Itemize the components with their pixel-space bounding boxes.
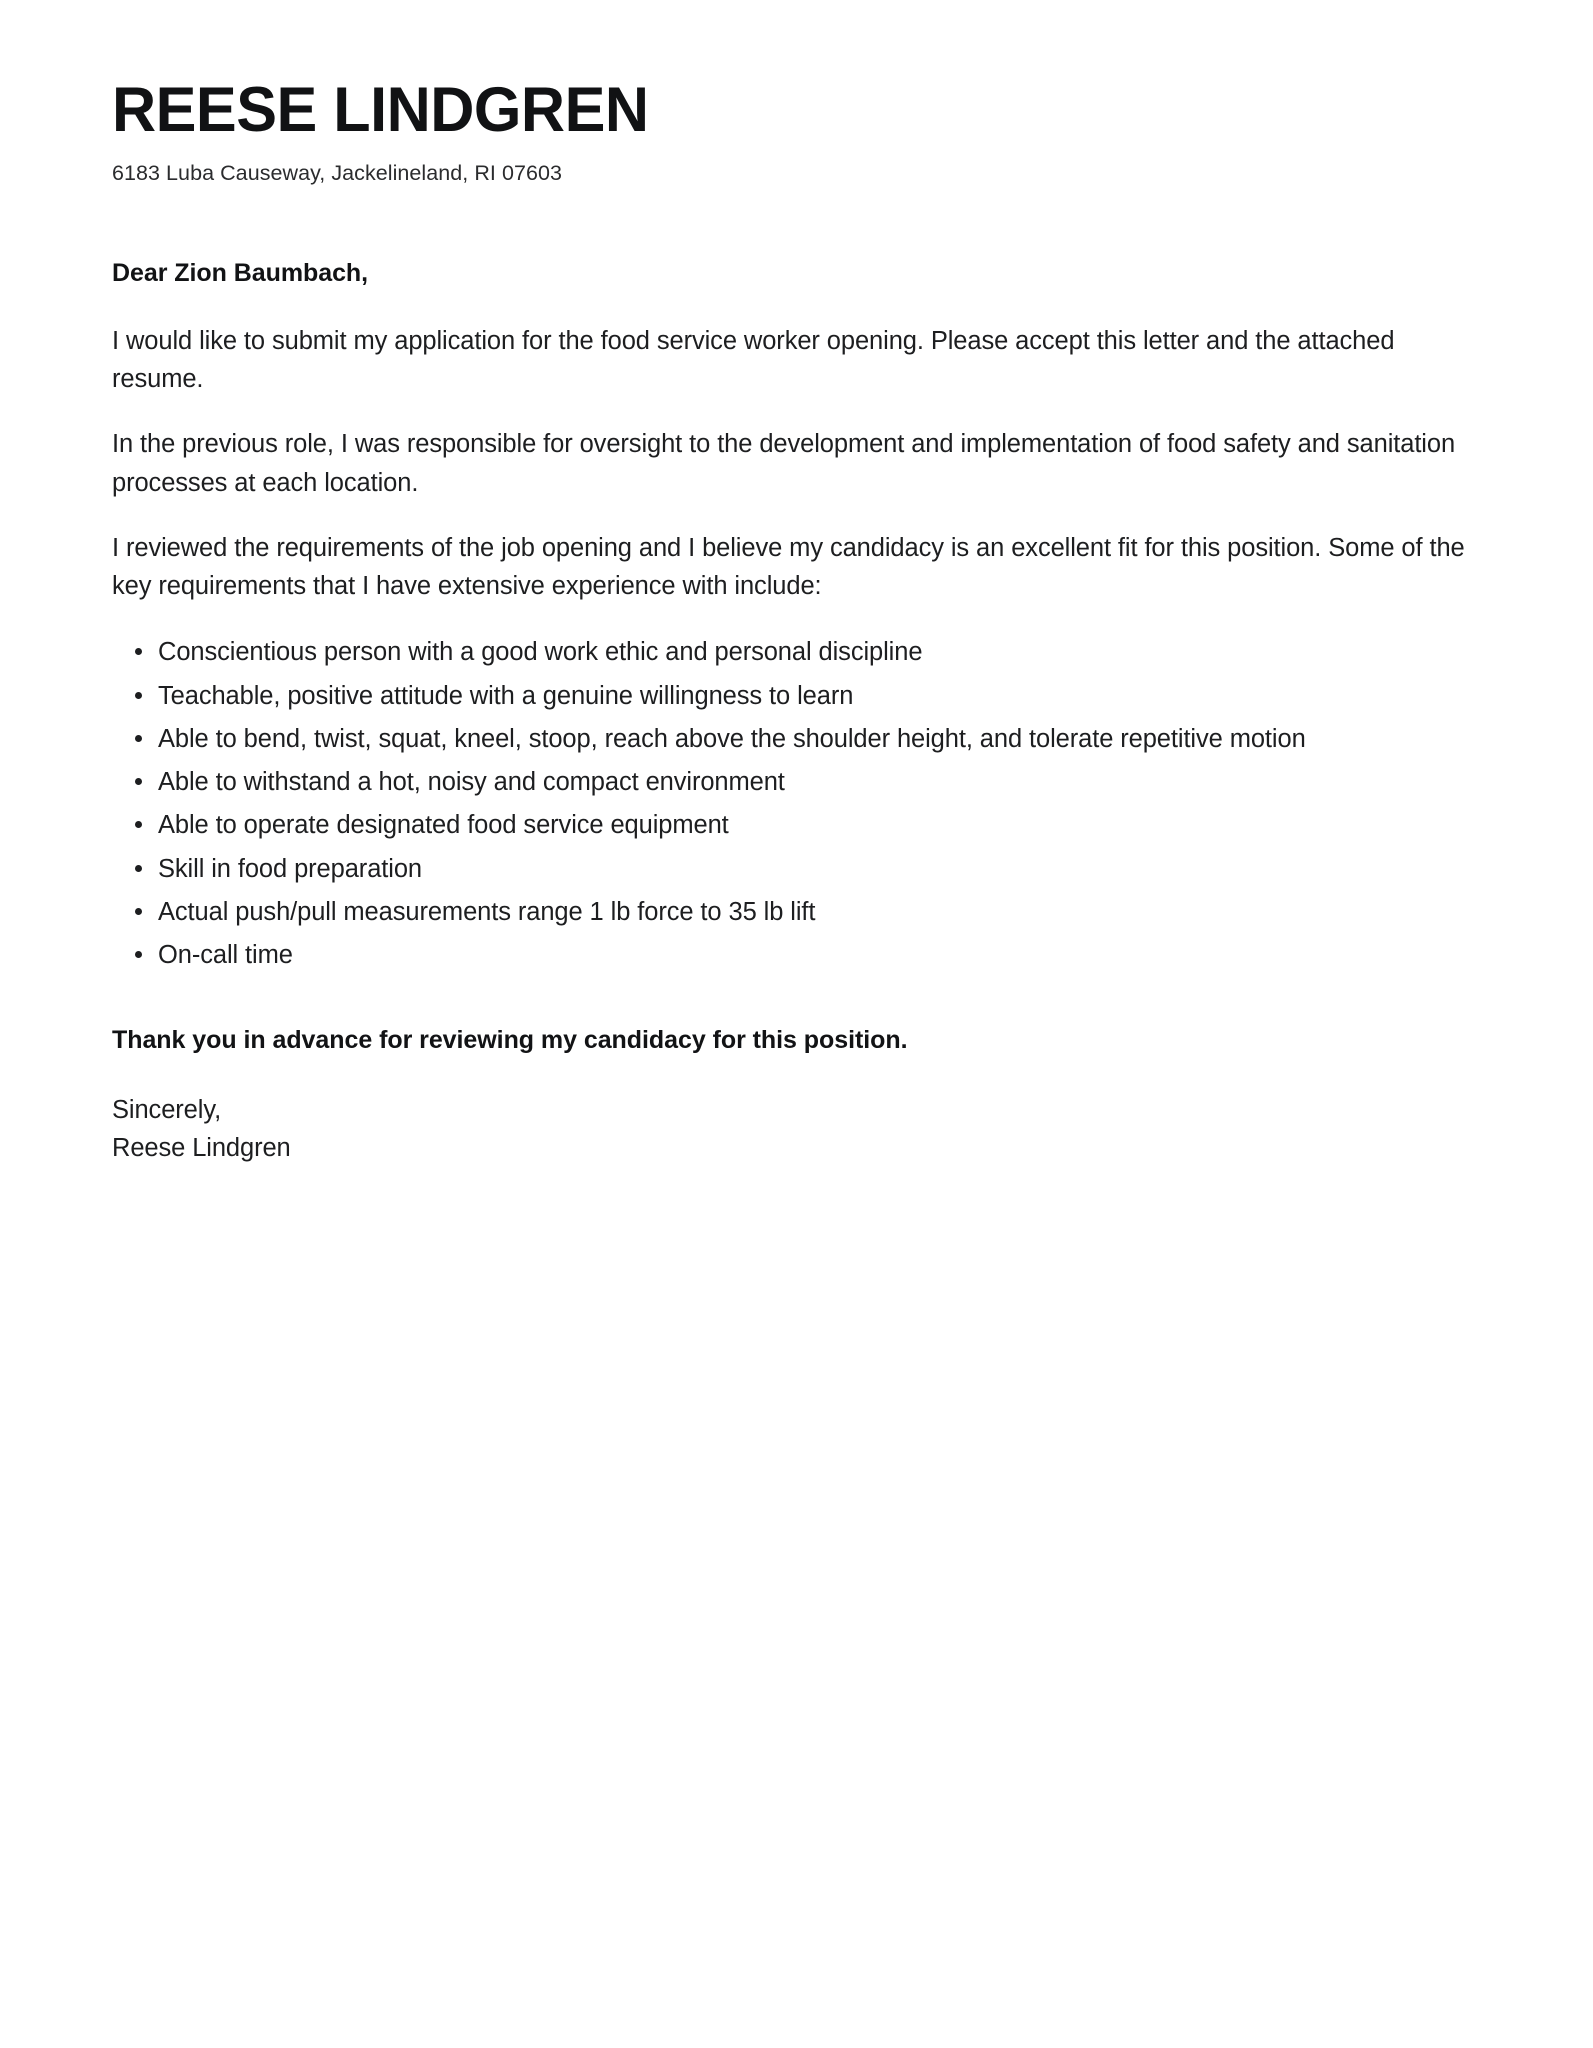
- requirements-list: [112, 632, 1484, 975]
- list-item-label: Conscientious person with a good work ethic and personal discipline: [158, 638, 923, 667]
- list-item-label: Able to withstand a hot, noisy and compact environment: [158, 768, 785, 797]
- list-item-label: Actual push/pull measurements range 1 lb force to 35 lb lift: [158, 897, 816, 926]
- letter-content: [112, 0, 1484, 1168]
- bullet-icon: [135, 951, 142, 958]
- bullet-icon: [135, 735, 142, 742]
- salutation: Dear Zion Baumbach,: [112, 259, 369, 288]
- bullet-icon: [135, 778, 142, 785]
- list-item-label: Skill in food preparation: [158, 854, 422, 883]
- bullet-icon: [135, 908, 142, 915]
- list-item: [112, 849, 1484, 889]
- list-item: [112, 892, 1484, 932]
- signature-block: [112, 1091, 1484, 1168]
- bullet-icon: [135, 865, 142, 872]
- sender-address: 6183 Luba Causeway, Jackelineland, RI 07603: [112, 161, 562, 186]
- signoff-label: Sincerely,: [112, 1096, 222, 1125]
- bullet-icon: [135, 821, 142, 828]
- body-paragraph-3: I reviewed the requirements of the job opening and I believe my candidacy is an excellent fit for this position. Some of the key requirements that I have extensive experience with include:: [112, 533, 1465, 601]
- list-item: [112, 719, 1484, 759]
- closing-statement: Thank you in advance for reviewing my candidacy for this position.: [112, 1025, 908, 1054]
- bullet-icon: [135, 648, 142, 655]
- list-item: [112, 632, 1484, 672]
- bullet-icon: [135, 692, 142, 699]
- list-item: [112, 676, 1484, 716]
- letter-body: [112, 188, 1484, 1167]
- letterhead: [112, 0, 1484, 188]
- signature-name: Reese Lindgren: [112, 1134, 291, 1163]
- body-paragraph-2: In the previous role, I was responsible for oversight to the development and implementation of food safety and sanitation processes at each location.: [112, 430, 1456, 497]
- list-item-label: Able to bend, twist, squat, kneel, stoop, reach above the shoulder height, and tolerate repetitive motion: [158, 724, 1306, 753]
- list-item: [112, 935, 1484, 975]
- list-item-label: Able to operate designated food service equipment: [158, 811, 729, 840]
- list-item: [112, 762, 1484, 802]
- body-paragraph-1: I would like to submit my application for the food service worker opening. Please accept this letter and the attached resume.: [112, 326, 1395, 394]
- list-item: [112, 805, 1484, 845]
- list-item-label: On-call time: [158, 941, 293, 970]
- list-item-label: Teachable, positive attitude with a genuine willingness to learn: [158, 681, 854, 710]
- page-title: REESE LINDGREN: [112, 75, 649, 145]
